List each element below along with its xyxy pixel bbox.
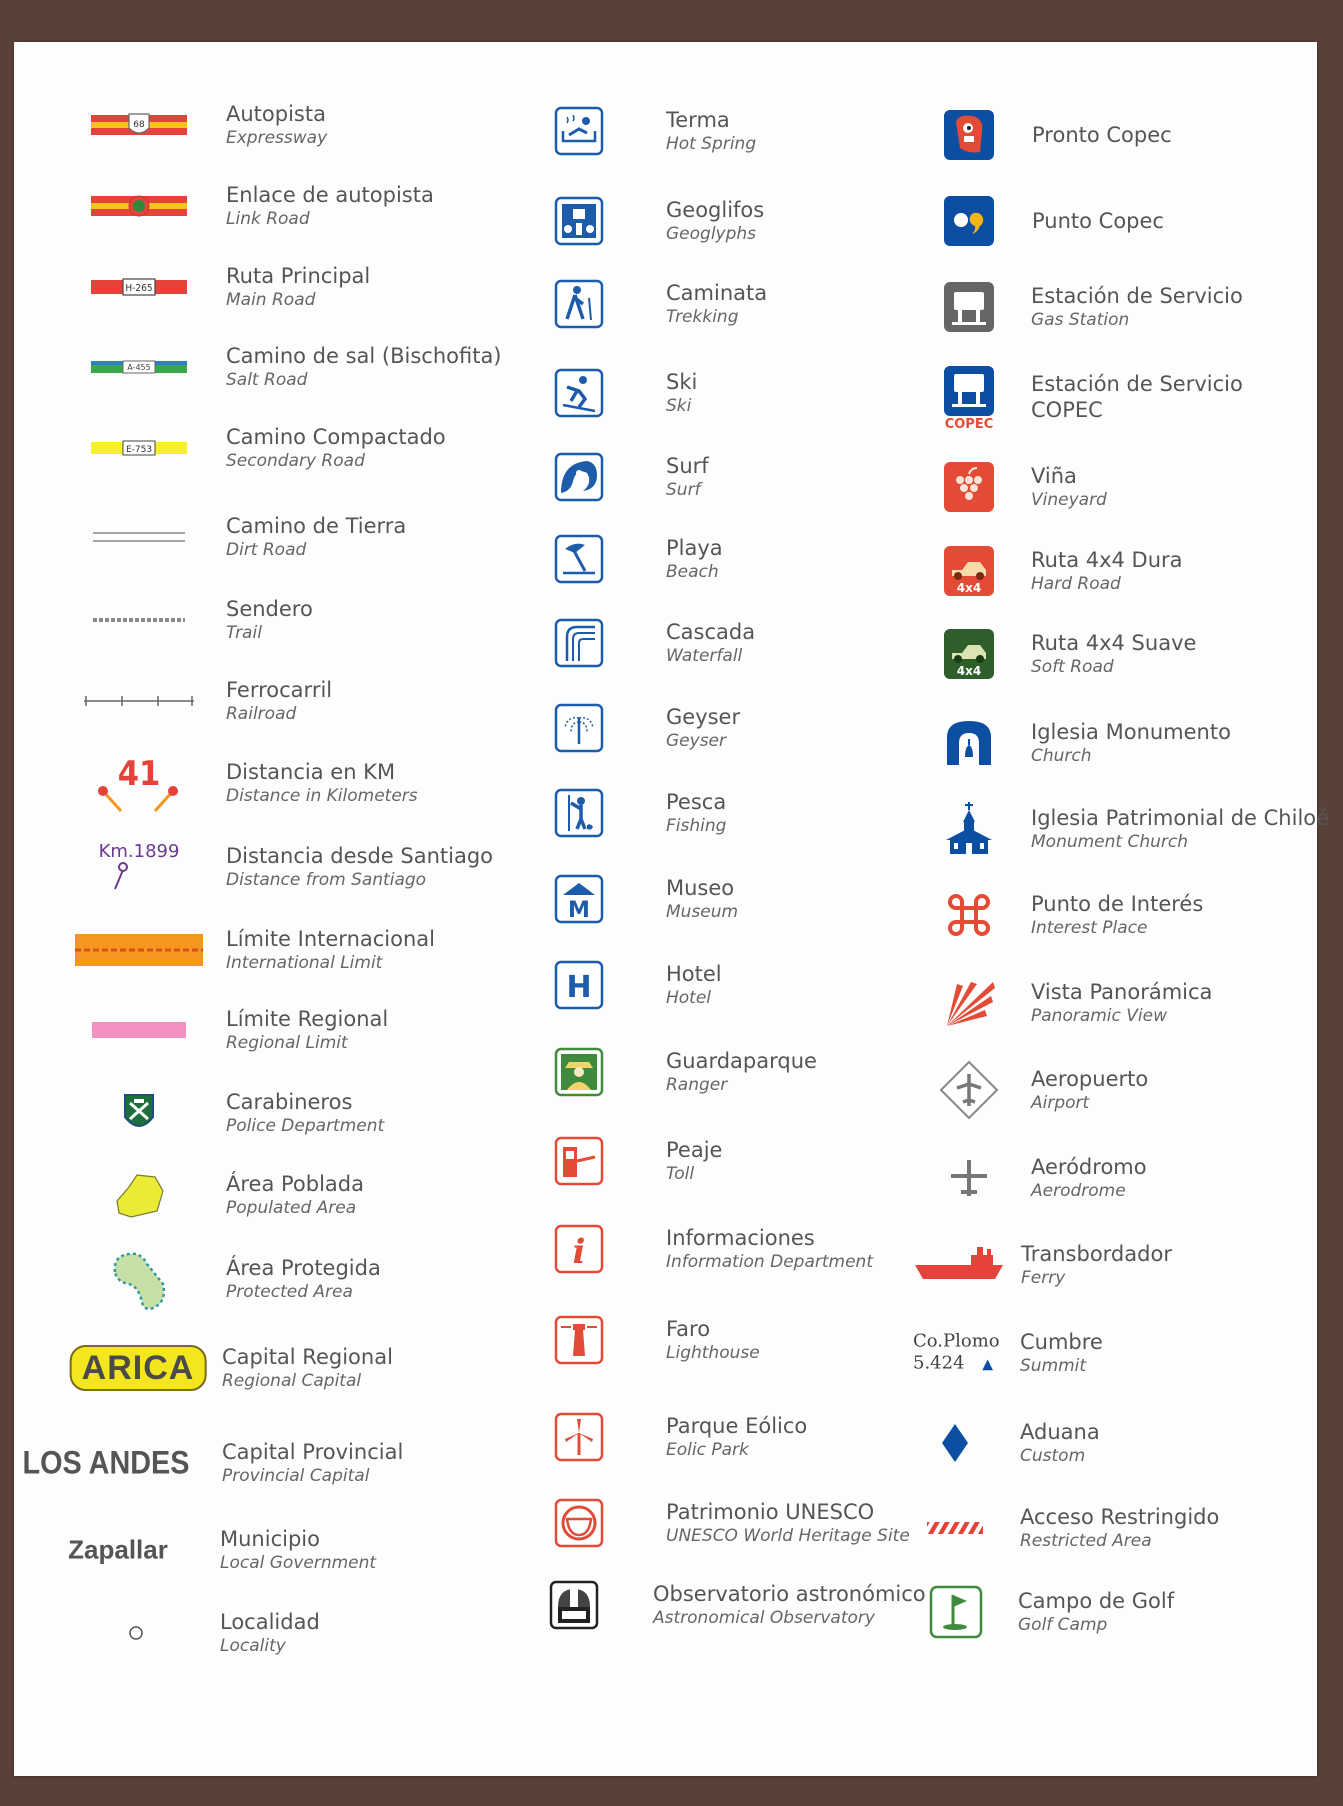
- legend-label-en: UNESCO World Heritage Site: [666, 1526, 910, 1546]
- legend-label-en: Surf: [666, 480, 701, 500]
- legend-label-es: Municipio: [220, 1527, 320, 1551]
- legend-label-en: Ranger: [666, 1075, 728, 1095]
- legend-label-es: Parque Eólico: [666, 1414, 808, 1438]
- legend-label-es: Guardaparque: [666, 1049, 817, 1073]
- legend-label-es: Ruta 4x4 Dura: [1031, 548, 1183, 572]
- legend-label-es: Cumbre: [1020, 1330, 1103, 1354]
- legend-label-es: Informaciones: [666, 1226, 815, 1250]
- legend-item-secondary-road: [14, 413, 504, 483]
- legend-label-es: Geoglifos: [666, 198, 765, 222]
- legend-label-en: Hot Spring: [666, 134, 757, 154]
- legend-item-vineyard: [899, 452, 1317, 522]
- legend-item-international-limit: [14, 915, 504, 985]
- legend-item-chiloe-church: [899, 794, 1330, 864]
- legend-label-en: Geyser: [666, 731, 726, 751]
- copec-gas-station-icon: [940, 364, 998, 430]
- legend-label-es: Pesca: [666, 790, 727, 814]
- legend-item-ski: [504, 358, 899, 428]
- legend-item-lighthouse: [504, 1305, 899, 1375]
- legend-label-es: Camino Compactado: [226, 425, 446, 449]
- legend-label-es: Autopista: [226, 102, 326, 126]
- legend-label-es: Ferrocarril: [226, 678, 333, 702]
- legend-item-distance-santiago: [14, 832, 504, 902]
- provincial-capital-icon: [13, 1445, 199, 1482]
- legend-item-panoramic-view: [899, 968, 1317, 1038]
- distance-santiago-icon: [89, 837, 189, 897]
- link-road-icon: [91, 193, 187, 219]
- legend-item-unesco: [504, 1488, 910, 1558]
- legend-label-en: Beach: [666, 562, 719, 582]
- regional-limit-icon: [92, 1020, 186, 1040]
- legend-label-es: Cascada: [666, 620, 756, 644]
- legend-label-en: Geoglyphs: [666, 224, 757, 244]
- legend-item-beach: [504, 524, 899, 594]
- legend-label-en: Custom: [1020, 1446, 1086, 1466]
- legend-label-en: Vineyard: [1031, 490, 1107, 510]
- ferry-ship-icon: [913, 1245, 1005, 1285]
- legend-label-es: Área Protegida: [226, 1256, 381, 1280]
- provincial-capital-badge: LOS ANDES: [22, 1444, 190, 1481]
- information-icon: [553, 1223, 605, 1275]
- legend-label-es: Iglesia Monumento: [1031, 720, 1231, 744]
- legend-item-salt-road: [14, 332, 504, 402]
- legend-item-main-road: [14, 252, 504, 322]
- legend-label-en: Fishing: [666, 816, 727, 836]
- legend-label-en: Summit: [1020, 1356, 1087, 1376]
- hard-4x4-icon: [942, 544, 996, 598]
- legend-item-museum: [504, 864, 899, 934]
- legend-label-en: Protected Area: [226, 1282, 353, 1302]
- legend-item-restricted-area: [899, 1493, 1317, 1563]
- legend-label-es: Camino de Tierra: [226, 514, 407, 538]
- legend-label-es: Museo: [666, 876, 735, 900]
- legend-item-protected-area: [14, 1244, 504, 1314]
- legend-label-es: Área Poblada: [226, 1172, 364, 1196]
- geyser-icon: [553, 702, 605, 754]
- legend-label-en: Link Road: [226, 209, 310, 229]
- legend-label-en: Hotel: [666, 988, 712, 1008]
- legend-label-es: Punto de Interés: [1031, 892, 1204, 916]
- legend-item-municipality: [14, 1515, 504, 1585]
- legend-item-aerodrome: [899, 1143, 1317, 1213]
- soft-4x4-text: 4x4: [956, 664, 982, 678]
- trail-icon: [93, 615, 185, 625]
- salt-road-badge-text: A-455: [127, 363, 151, 372]
- soft-4x4-icon: [942, 627, 996, 681]
- legend-label-en: Soft Road: [1031, 657, 1114, 677]
- summit-icon: [913, 1331, 1009, 1376]
- legend-item-surf: [504, 442, 899, 512]
- populated-area-icon: [111, 1169, 167, 1221]
- legend-label-en: Ski: [666, 396, 692, 416]
- legend-label-en: Police Department: [226, 1116, 385, 1136]
- legend-label-en: Locality: [220, 1636, 286, 1656]
- legend-item-eolic-park: [504, 1402, 899, 1472]
- geoglyphs-icon: [553, 195, 605, 247]
- legend-label-en: Eolic Park: [666, 1440, 749, 1460]
- legend-label-en: Lighthouse: [666, 1343, 760, 1363]
- salt-road-icon: [91, 356, 187, 378]
- aerodrome-plane-icon: [945, 1154, 993, 1202]
- legend-item-hard-4x4: [899, 536, 1317, 606]
- legend-item-hot-spring: [504, 96, 899, 166]
- legend-label-es: Localidad: [220, 1610, 320, 1634]
- copec-brand-text: COPEC: [944, 417, 994, 430]
- legend-label-es: Transbordador: [1021, 1242, 1172, 1266]
- museum-letter: M: [568, 898, 590, 923]
- legend-item-gas-station: [899, 272, 1317, 342]
- municipality-icon: [68, 1535, 168, 1566]
- legend-label-en: Trail: [226, 623, 262, 643]
- ranger-icon: [553, 1046, 605, 1098]
- gas-station-icon: [942, 280, 996, 334]
- legend-label-es: Pronto Copec: [1032, 123, 1172, 147]
- legend-label-en: Local Government: [220, 1553, 377, 1573]
- legend-label-es: Punto Copec: [1032, 209, 1164, 233]
- expressway-badge-text: 68: [133, 120, 145, 130]
- legend-label-es: Acceso Restringido: [1020, 1505, 1220, 1529]
- legend-item-pronto-copec: [899, 100, 1317, 170]
- hiker-icon: [553, 278, 605, 330]
- legend-item-church: [899, 708, 1317, 778]
- summit-name-text: Co.Plomo: [913, 1330, 1000, 1352]
- airport-icon: [939, 1060, 999, 1120]
- legend-label-en: Monument Church: [1031, 832, 1189, 852]
- legend-item-geoglyphs: [504, 186, 899, 256]
- legend-label-es: Aeródromo: [1031, 1155, 1147, 1179]
- legend-item-soft-4x4: [899, 619, 1317, 689]
- legend-label-es: Vista Panorámica: [1031, 980, 1213, 1004]
- legend-label-es: Límite Regional: [226, 1007, 389, 1031]
- legend-item-distance-km: [14, 748, 504, 818]
- legend-label-es: Ski: [666, 370, 698, 394]
- lighthouse-icon: [553, 1314, 605, 1366]
- legend-label-es: Estación de Servicio: [1031, 284, 1243, 308]
- customs-diamond-icon: [940, 1422, 970, 1464]
- main-road-badge-text: H-265: [125, 283, 153, 294]
- legend-label-en: Populated Area: [226, 1198, 357, 1218]
- legend-label-es: Surf: [666, 454, 709, 478]
- legend-label-en: Railroad: [226, 704, 297, 724]
- legend-label-es: Playa: [666, 536, 723, 560]
- unesco-heritage-icon: [553, 1497, 605, 1549]
- legend-item-geyser: [504, 693, 899, 763]
- golf-flag-icon: [929, 1585, 983, 1639]
- legend-item-railroad: [14, 666, 504, 736]
- legend-label-en: Panoramic View: [1031, 1006, 1167, 1026]
- legend-item-expressway: [14, 90, 504, 160]
- police-badge-icon: [119, 1091, 159, 1135]
- railroad-icon: [84, 693, 194, 709]
- expressway-shield-icon: [91, 112, 187, 138]
- legend-label-en: Waterfall: [666, 646, 743, 666]
- church-arch-icon: [943, 717, 995, 769]
- surf-wave-icon: [553, 451, 605, 503]
- distance-santiago-text: Km.1899: [98, 841, 180, 862]
- fishing-icon: [553, 787, 605, 839]
- legend-label-es: Patrimonio UNESCO: [666, 1500, 875, 1524]
- legend-label-es: Distancia en KM: [226, 760, 396, 784]
- hot-spring-icon: [553, 105, 605, 157]
- legend-label-es: Estación de Servicio: [1031, 372, 1243, 396]
- legend-label-en: Ferry: [1021, 1268, 1066, 1288]
- legend-item-punto-copec: [899, 186, 1317, 256]
- legend-label-es: Faro: [666, 1317, 711, 1341]
- secondary-road-badge-text: E-753: [125, 445, 153, 455]
- legend-label-en: Interest Place: [1031, 918, 1148, 938]
- legend-item-golf: [899, 1577, 1317, 1647]
- information-letter: i: [572, 1232, 586, 1272]
- legend-item-copec-gas-station: [899, 362, 1317, 432]
- chiloe-church-icon: [942, 800, 996, 858]
- distance-km-icon: [91, 751, 187, 815]
- legend-label-es: Viña: [1031, 464, 1077, 488]
- legend-item-provincial-capital: [14, 1428, 504, 1498]
- legend-label-es: Campo de Golf: [1018, 1589, 1175, 1613]
- legend-label-es-line2: COPEC: [1031, 398, 1103, 422]
- legend-label-es: Distancia desde Santiago: [226, 844, 494, 868]
- observatory-icon: [548, 1579, 600, 1631]
- legend-label-es: Aduana: [1020, 1420, 1100, 1444]
- legend-item-customs: [899, 1408, 1317, 1478]
- legend-label-en: Secondary Road: [226, 451, 365, 471]
- legend-label-es: Capital Provincial: [222, 1440, 404, 1464]
- legend-label-es: Límite Internacional: [226, 927, 435, 951]
- beach-umbrella-icon: [553, 533, 605, 585]
- legend-label-es: Ruta 4x4 Suave: [1031, 631, 1197, 655]
- secondary-road-icon: [91, 437, 187, 459]
- legend-label-es: Camino de sal (Bischofita): [226, 344, 502, 368]
- protected-area-icon: [107, 1244, 171, 1314]
- legend-item-waterfall: [504, 608, 899, 678]
- distance-km-number: 41: [117, 754, 161, 794]
- legend-item-populated-area: [14, 1160, 504, 1230]
- legend-label-en: Salt Road: [226, 370, 308, 390]
- legend-item-link-road: [14, 171, 504, 241]
- legend-label-en: Distance in Kilometers: [226, 786, 418, 806]
- main-road-icon: [91, 275, 187, 299]
- legend-label-en: Aerodrome: [1031, 1181, 1126, 1201]
- legend-label-es: Sendero: [226, 597, 313, 621]
- legend-label-en: Golf Camp: [1018, 1615, 1108, 1635]
- legend-item-interest-place: [899, 880, 1317, 950]
- legend-label-en: Regional Capital: [222, 1371, 362, 1391]
- skier-icon: [553, 367, 605, 419]
- interest-place-icon: [942, 888, 996, 942]
- legend-label-en: Airport: [1031, 1093, 1090, 1113]
- legend-label-es: Terma: [666, 108, 730, 132]
- legend-label-es: Geyser: [666, 705, 741, 729]
- vineyard-grapes-icon: [942, 460, 996, 514]
- legend-label-es: Capital Regional: [222, 1345, 393, 1369]
- legend-label-en: Museum: [666, 902, 739, 922]
- legend-label-en: Hard Road: [1031, 574, 1121, 594]
- municipality-badge: Zapallar: [68, 1534, 168, 1565]
- toll-booth-icon: [553, 1135, 605, 1187]
- legend-label-es: Aeropuerto: [1031, 1067, 1149, 1091]
- summit-triangle-icon: ▲: [982, 1356, 994, 1373]
- legend-label-en: Expressway: [226, 128, 328, 148]
- legend-item-locality: [14, 1598, 504, 1668]
- legend-label-es: Hotel: [666, 962, 722, 986]
- legend-item-hotel: [504, 950, 899, 1020]
- legend-item-ferry: [899, 1230, 1317, 1300]
- legend-label-en: International Limit: [226, 953, 383, 973]
- punto-copec-icon: [942, 194, 996, 248]
- legend-item-ranger: [504, 1037, 899, 1107]
- legend-item-trail: [14, 585, 504, 655]
- regional-capital-icon: [70, 1345, 207, 1391]
- legend-label-es: Peaje: [666, 1138, 723, 1162]
- legend-item-regional-limit: [14, 995, 504, 1065]
- legend-label-en: Church: [1031, 746, 1092, 766]
- legend-label-en: Distance from Santiago: [226, 870, 427, 890]
- legend-item-trekking: [504, 269, 899, 339]
- legend-label-en: Astronomical Observatory: [653, 1608, 875, 1628]
- legend-item-summit: [899, 1318, 1317, 1388]
- hard-4x4-text: 4x4: [956, 581, 982, 595]
- legend-label-es: Carabineros: [226, 1090, 353, 1114]
- legend-label-en: Information Department: [666, 1252, 873, 1272]
- pronto-copec-icon: [942, 108, 996, 162]
- hotel-icon: [553, 959, 605, 1011]
- legend-item-regional-capital: [14, 1333, 504, 1403]
- legend-label-es: Enlace de autopista: [226, 183, 434, 207]
- legend-item-toll: [504, 1126, 899, 1196]
- summit-elevation-text: 5.424: [913, 1352, 965, 1374]
- legend-item-dirt-road: [14, 502, 504, 572]
- wind-turbine-icon: [553, 1411, 605, 1463]
- legend-sheet: [14, 42, 1330, 1776]
- legend-item-information: [504, 1214, 899, 1284]
- legend-label-en: Trekking: [666, 307, 739, 327]
- legend-label-en: Gas Station: [1031, 310, 1130, 330]
- waterfall-icon: [553, 617, 605, 669]
- dirt-road-icon: [93, 527, 185, 547]
- international-limit-icon: [75, 931, 203, 969]
- legend-label-en: Provincial Capital: [222, 1466, 370, 1486]
- legend-label-en: Restricted Area: [1020, 1531, 1152, 1551]
- legend-label-es: Ruta Principal: [226, 264, 371, 288]
- legend-label-en: Toll: [666, 1164, 695, 1184]
- regional-capital-badge: ARICA: [70, 1345, 207, 1391]
- legend-label-en: Main Road: [226, 290, 316, 310]
- legend-item-fishing: [504, 778, 899, 848]
- panoramic-view-icon: [941, 976, 997, 1030]
- museum-icon: [553, 873, 605, 925]
- legend-item-observatory: [504, 1570, 926, 1640]
- legend-item-police: [14, 1078, 504, 1148]
- legend-label-es: Iglesia Patrimonial de Chiloé: [1031, 806, 1330, 830]
- locality-circle-icon: [127, 1624, 145, 1642]
- legend-label-es: Observatorio astronómico: [653, 1582, 926, 1606]
- legend-label-en: Regional Limit: [226, 1033, 348, 1053]
- legend-item-airport: [899, 1055, 1317, 1125]
- restricted-area-icon: [926, 1520, 984, 1536]
- legend-label-es: Caminata: [666, 281, 768, 305]
- legend-label-en: Dirt Road: [226, 540, 307, 560]
- hotel-letter: H: [566, 970, 592, 1005]
